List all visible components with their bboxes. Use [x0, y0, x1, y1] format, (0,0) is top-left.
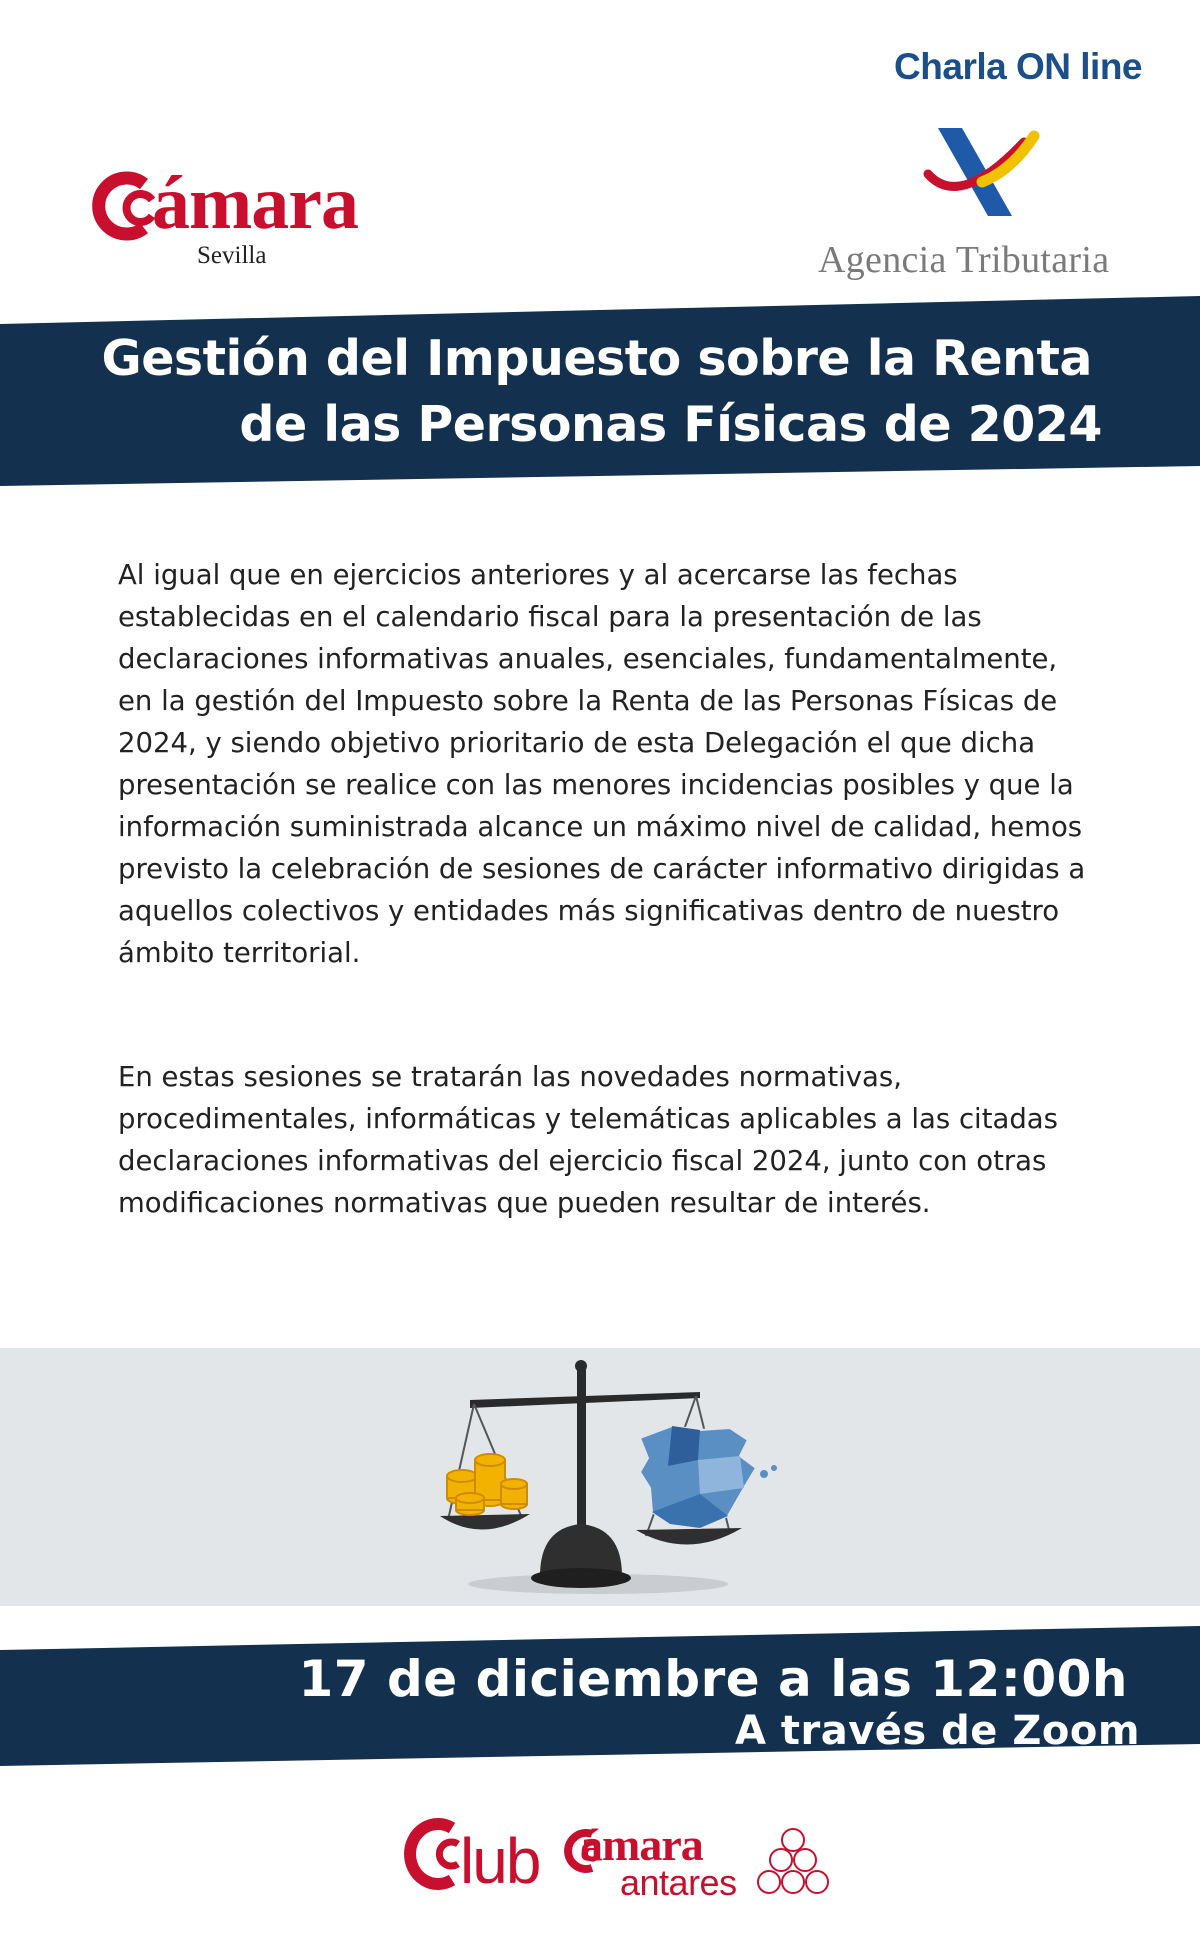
online-talk-label: Charla ON line [894, 46, 1142, 87]
antares-circles-icon [752, 1826, 834, 1898]
camara-wordmark: ámara [152, 161, 359, 245]
event-platform: A través de Zoom [735, 1708, 1140, 1754]
balance-scale-icon [0, 1348, 1200, 1606]
camara-city: Sevilla [197, 242, 267, 269]
title-banner [0, 296, 1200, 486]
club-word: lub [460, 1825, 540, 1897]
intro-paragraph: Al igual que en ejercicios anteriores y al acercarse las fechas establecidas en el calendario fiscal para la presentación de las declaraciones informativas anuales, esenciales, fundamentalmente, en la gestión del Impuesto sobre la Renta de las Personas Físicas de 2024, y siendo objetivo prioritario de esta Delegación el que dicha presentación se realice con las menores incidencias posibles y que la información suministrada alcance un máximo nivel de calidad, hemos previsto la celebración de sesiones de carácter informativo dirigidas a aquellos colectivos y entidades más significativas dentro de nuestro ámbito territorial. [118, 559, 1086, 969]
club-c-mark [404, 1814, 464, 1894]
aeat-name: Agencia Tributaria [818, 239, 1110, 281]
page-title-line-1: Gestión del Impuesto sobre la Renta [101, 330, 1092, 387]
club-camara-word: ámara [580, 1819, 703, 1870]
club-antares-word: antares [620, 1862, 737, 1903]
aeat-emblem-icon [920, 122, 1040, 222]
event-date: 17 de diciembre a las 12:00h [298, 1650, 1128, 1708]
scale-illustration [0, 1348, 1200, 1606]
page-title-line-2: de las Personas Físicas de 2024 [239, 396, 1102, 453]
sessions-paragraph: En estas sesiones se tratarán las novedades normativas, procedimentales, informáticas y telemáticas aplicables a las citadas declaraciones informativas del ejercicio fiscal 2024, junto con otras modificaciones normativas que pueden resultar de interés. [118, 1061, 1058, 1219]
